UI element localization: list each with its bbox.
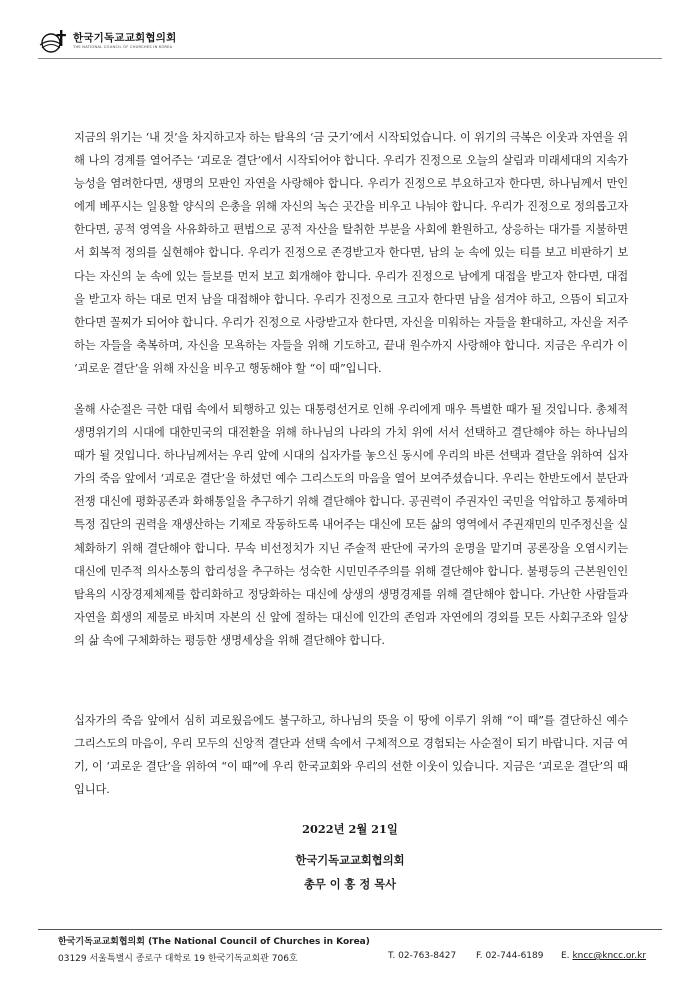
footer-organization: 한국기독교교회협의회 (The National Council of Churches in Korea) (58, 937, 370, 947)
logo-korean-name: 한국기독교교회협의회 (73, 32, 177, 44)
footer-contact (58, 951, 650, 964)
signer-name: 총무 이 홍 정 목사 (303, 877, 397, 891)
statement-date: 2022년 2월 21일 (302, 822, 398, 836)
ncck-logo-icon (38, 28, 70, 54)
footer-email (561, 951, 646, 964)
footer-divider (38, 929, 662, 930)
footer-address: 03129 서울특별시 종로구 대학로 19 한국기독교회관 706호 (58, 954, 298, 964)
paragraph-1: 지금의 위기는 ‘내 것’을 차지하고자 하는 탐욕의 ‘금 긋기’에서 시작되었습니다. 이 위기의 극복은 이웃과 자연을 위해 나의 경계를 열어주는 ‘괴로운 결단’에서 시작되어야 합니다. 우리가 진정으로 오늘의 살림과 미래세대의 지속가능성을 염려한다면, 생명의 모판인 자연을 사랑해야 합니다. 우리가 진정으로 부요하고자 한다면, 하나님께서 만인에게 베푸시는 일용할 양식의 은총을 위해 자신의 녹슨 곳간을 비우고 나눠야 합니다. 우리가 진정으로 정의롭고자 한다면, 공적 영역을 사유화하고 편법으로 공적 자산을 탈취한 부분을 사회에 환원하고, 상응하는 대가를 지불하면서 회복적 정의를 실현해야 합니다. 우리가 진정으로 존경받고자 한다면, 남의 눈 속에 있는 티를 보고 비판하기 보다는 자신의 눈 속에 있는 들보를 먼저 보고 회개해야 합니다. 우리가 진정으로 남에게 대접을 받고자 한다면, 대접을 받고자 하는 대로 먼저 남을 대접해야 합니다. 우리가 진정으로 크고자 한다면 남을 섬겨야 하고, 으뜸이 되고자 한다면 꼴찌가 되어야 합니다. 우리가 진정으로 사랑받고자 한다면, 자신을 미워하는 자들을 환대하고, 자신을 저주하는 자들을 축복하며, 자신을 모욕하는 자들을 위해 기도하고, 끝내 원수까지 사랑해야 합니다. 지금은 우리가 이 ‘괴로운 결단’을 위해 자신을 비우고 행동해야 할 “이 때”입니다. (74, 131, 628, 375)
header-divider (38, 58, 662, 59)
footer-fax: F. 02-744-6189 (476, 951, 544, 961)
email-link[interactable]: kncc@kncc.or.kr (572, 951, 647, 961)
statement-body (74, 126, 628, 801)
email-prefix: E. (561, 951, 570, 961)
logo-english-name: THE NATIONAL COUNCIL OF CHURCHES IN KOREA (73, 45, 173, 49)
signing-organization: 한국기독교교회협의회 (295, 853, 405, 867)
logo-text (73, 32, 176, 50)
footer-telephone: T. 02-763-8427 (388, 951, 457, 961)
letterhead (38, 27, 176, 55)
paragraph-3: 십자가의 죽음 앞에서 심히 괴로웠음에도 불구하고, 하나님의 뜻을 이 땅에 이루기 위해 “이 때”를 결단하신 예수 그리스도의 마음이, 우리 모두의 신앙적 결단과 선택 속에서 구체적으로 경험되는 사순절이 되기 바랍니다. 지금 여기, 이 ‘괴로운 결단’을 위하여 “이 때”에 우리 한국교회와 우리의 선한 이웃이 있습니다. 지금은 ‘괴로운 결단’의 때입니다. (74, 714, 628, 797)
paragraph-2: 올해 사순절은 극한 대립 속에서 퇴행하고 있는 대통령선거로 인해 우리에게 매우 특별한 때가 될 것입니다. 총체적 생명위기의 시대에 대한민국의 대전환을 위해 하나님의 나라의 가치 위에 서서 선택하고 결단해야 하는 하나님의 때가 될 것입니다. 하나님께서는 우리 앞에 시대의 십자가를 놓으신 동시에 우리의 바른 선택과 결단을 위하여 십자가의 죽음 앞에서 ‘괴로운 결단’을 하셨던 예수 그리스도의 마음을 열어 보여주셨습니다. 우리는 한반도에서 분단과 전쟁 대신에 평화공존과 화해통일을 추구하기 위해 결단해야 합니다. 공권력이 주권자인 국민을 억압하고 통제하며 특정 집단의 권력을 재생산하는 기제로 작동하도록 내어주는 대신에 모든 삶의 영역에서 주권재민의 민주정신을 실체화하기 위해 결단해야 합니다. 무속 비선정치가 지닌 주술적 판단에 국가의 운명을 맡기며 공론장을 오염시키는 대신에 민주적 의사소통의 합리성을 추구하는 성숙한 시민민주주의를 위해 결단해야 합니다. 불평등의 근본원인인 탐욕의 시장경제체제를 합리화하고 정당화하는 대신에 상생의 생명경제를 위해 결단해야 합니다. 가난한 사람들과 자연을 희생의 제물로 바치며 자본의 신 앞에 절하는 대신에 인간의 존엄과 자연에의 경외를 모든 사회구조와 일상의 삶 속에 구체화하는 평등한 생명세상을 위해 결단해야 합니다. (74, 403, 628, 647)
